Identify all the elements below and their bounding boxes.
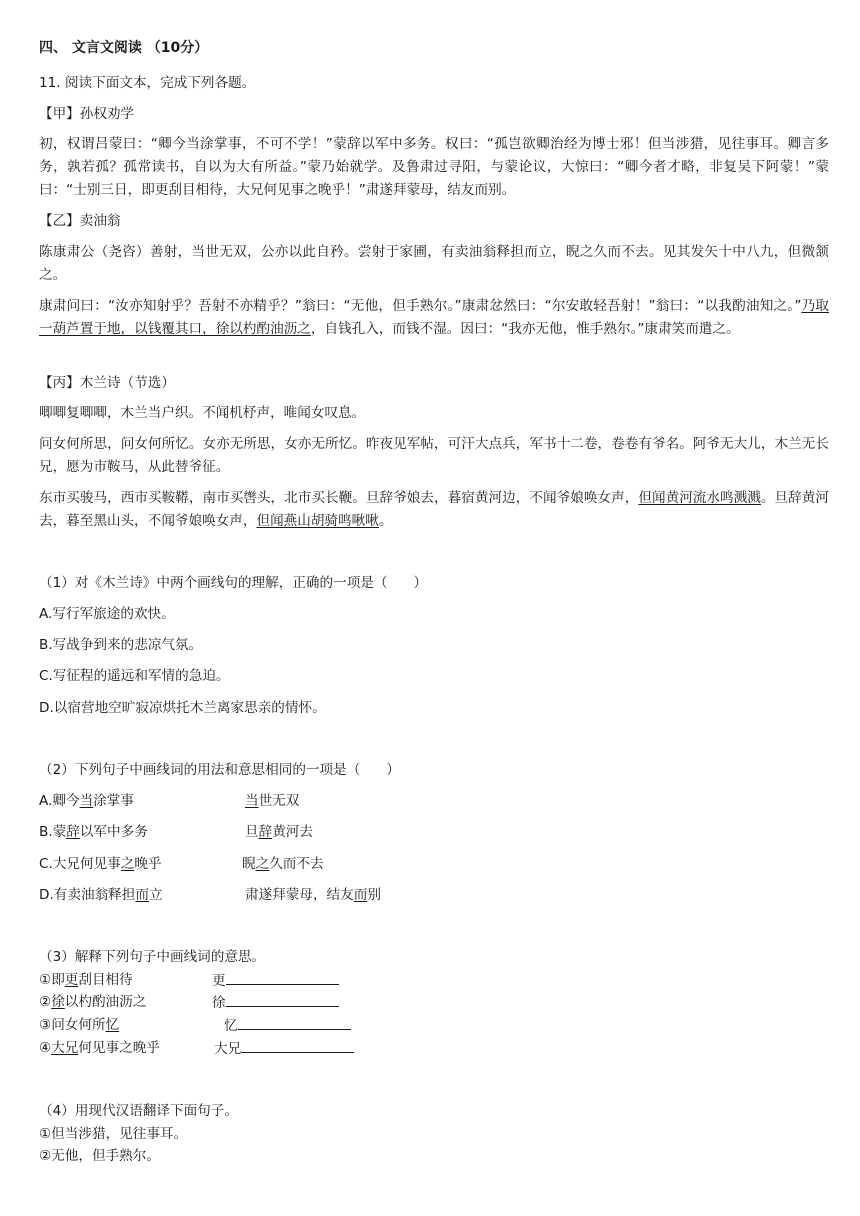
passage-jia-text: 初，权谓吕蒙曰：“卿今当涂掌事，不可不学！”蒙辞以军中多务。权曰：“孤岂欲卿治经为博士邪！但当涉猎，见往事耳。卿言多务，孰若孤？孤常读书，自以为大有所益。”蒙乃始就学。及鲁肃过寻阳，与蒙论议，大惊曰：“卿今者才略，非复吴下阿蒙！”蒙曰：“士别三日，即更刮目相待，大兄何见事之晚乎！”肃遂拜蒙母，结友而别。 bbox=[39, 136, 829, 198]
passage-bing-paragraph-3 bbox=[39, 487, 829, 533]
question-1-option-b[interactable]: B.写战争到来的悲凉气氛。 bbox=[39, 637, 203, 653]
underlined-word: 辞 bbox=[258, 824, 273, 840]
question-3-answer-1: 更 bbox=[212, 970, 339, 990]
question-4-item-2: ②无他，但手熟尔。 bbox=[39, 1148, 160, 1164]
answer-blank[interactable] bbox=[226, 992, 339, 1007]
question-3-answer-2: 徐 bbox=[212, 992, 339, 1012]
question-2-option-c-compare: 睨之久而不去 bbox=[242, 856, 324, 872]
question-2-option-b[interactable]: B.蒙辞以军中多务 bbox=[39, 824, 148, 840]
question-2-option-d-compare: 肃遂拜蒙母，结友而别 bbox=[245, 887, 381, 903]
bing-text-a: 东市买骏马，西市买鞍鞯，南市买辔头，北市买长鞭。旦辞爷娘去，暮宿黄河边，不闻爷娘唤女声， bbox=[39, 490, 639, 506]
question-1-stem bbox=[39, 573, 829, 593]
question-4-stem: （4）用现代汉语翻译下面句子。 bbox=[39, 1103, 238, 1119]
bing-underlined-line-2: 但闻燕山胡骑鸣啾啾 bbox=[256, 513, 379, 529]
question-1-stem-text: （1）对《木兰诗》中两个画线句的理解，正确的一项是（ bbox=[39, 575, 388, 591]
bing-text-b: 。旦辞黄河去，暮至黑山头，不闻爷娘唤女声， bbox=[39, 490, 830, 529]
question-2-stem-text: （2）下列句子中画线词的用法和意思相同的一项是（ bbox=[39, 762, 361, 778]
passage-bing-paragraph-1: 唧唧复唧唧，木兰当户织。不闻机杼声，唯闻女叹息。 bbox=[39, 405, 366, 421]
underlined-word: 忆 bbox=[105, 1017, 120, 1033]
underlined-word: 之 bbox=[255, 856, 270, 872]
answer-blank[interactable] bbox=[226, 970, 339, 985]
underlined-word: 而 bbox=[135, 887, 149, 903]
underlined-word: 大兄 bbox=[51, 1040, 79, 1056]
passage-jia-heading: 【甲】孙权劝学 bbox=[39, 106, 135, 122]
question-1-option-d[interactable]: D.以宿营地空旷寂凉烘托木兰离家思亲的情怀。 bbox=[39, 700, 326, 716]
yi-underlined-sentence: 乃取一葫芦置于地，以钱覆其口，徐以杓酌油沥之 bbox=[39, 298, 829, 337]
underlined-word: 当 bbox=[245, 793, 259, 809]
question-3-answer-3: 忆 bbox=[224, 1015, 351, 1035]
question-1-option-c[interactable]: C.写征程的遥远和军情的急迫。 bbox=[39, 668, 230, 684]
question-3-item-4: ④大兄何见事之晚乎 bbox=[39, 1040, 160, 1056]
bing-text-c: 。 bbox=[378, 513, 393, 529]
question-3-answer-4: 大兄 bbox=[214, 1038, 354, 1058]
passage-yi-paragraph-1: 陈康肃公（尧咨）善射，当世无双，公亦以此自矜。尝射于家圃，有卖油翁释担而立，睨之久而不去。见其发矢十中八九，但微颔之。 bbox=[39, 244, 829, 283]
question-3-stem: （3）解释下列句子中画线词的意思。 bbox=[39, 949, 266, 965]
passage-bing-heading: 【丙】木兰诗（节选） bbox=[39, 375, 175, 391]
question-3-item-1: ①即更刮目相待 bbox=[39, 972, 133, 988]
section-title: 四、 文言文阅读 （10分） bbox=[39, 40, 209, 56]
yi-text-after: ，自钱孔入，而钱不湿。因曰：“我亦无他，惟手熟尔。”康肃笑而遣之。 bbox=[310, 321, 740, 337]
bing-underlined-line-1: 但闻黄河流水鸣溅溅 bbox=[638, 490, 761, 506]
question-2-option-a[interactable]: A.卿今当涂掌事 bbox=[39, 793, 134, 809]
passage-yi-heading: 【乙】卖油翁 bbox=[39, 213, 121, 229]
yi-text-before: 康肃问曰：“汝亦知射乎？吾射不亦精乎？”翁曰：“无他，但手熟尔。”康肃忿然曰：“尔安敢轻吾射！”翁曰：“以我酌油知之。” bbox=[39, 298, 802, 314]
question-2-option-d[interactable]: D.有卖油翁释担而立 bbox=[39, 887, 163, 903]
passage-bing-paragraph-2: 问女何所思，问女何所忆。女亦无所思，女亦无所忆。昨夜见军帖，可汗大点兵，军书十二卷，卷卷有爷名。阿爷无大儿，木兰无长兄，愿为市鞍马，从此替爷征。 bbox=[39, 436, 829, 475]
question-2-option-b-compare: 旦辞黄河去 bbox=[245, 824, 313, 840]
question-3-item-2: ②徐以杓酌油沥之 bbox=[39, 994, 147, 1010]
question-4-item-1: ①但当涉猎，见往事耳。 bbox=[39, 1126, 188, 1142]
underlined-word: 当 bbox=[79, 793, 94, 809]
question-11-intro: 11. 阅读下面文本，完成下列各题。 bbox=[39, 75, 256, 91]
underlined-word: 更 bbox=[64, 972, 79, 988]
question-2-stem bbox=[39, 760, 829, 780]
underlined-word: 之 bbox=[120, 856, 135, 872]
question-1-stem-end: ） bbox=[413, 575, 428, 591]
answer-blank[interactable] bbox=[241, 1038, 354, 1053]
question-3-item-3: ③问女何所忆 bbox=[39, 1017, 120, 1033]
underlined-word: 徐 bbox=[51, 994, 65, 1010]
question-2-option-c[interactable]: C.大兄何见事之晚乎 bbox=[39, 856, 162, 872]
question-1-option-a[interactable]: A.写行军旅途的欢快。 bbox=[39, 606, 175, 622]
answer-blank[interactable] bbox=[238, 1015, 351, 1030]
underlined-word: 而 bbox=[353, 887, 368, 903]
question-2-stem-end: ） bbox=[386, 762, 400, 778]
question-2-option-a-compare: 当世无双 bbox=[245, 793, 300, 809]
underlined-word: 辞 bbox=[66, 824, 80, 840]
passage-yi-paragraph-2 bbox=[39, 295, 829, 341]
